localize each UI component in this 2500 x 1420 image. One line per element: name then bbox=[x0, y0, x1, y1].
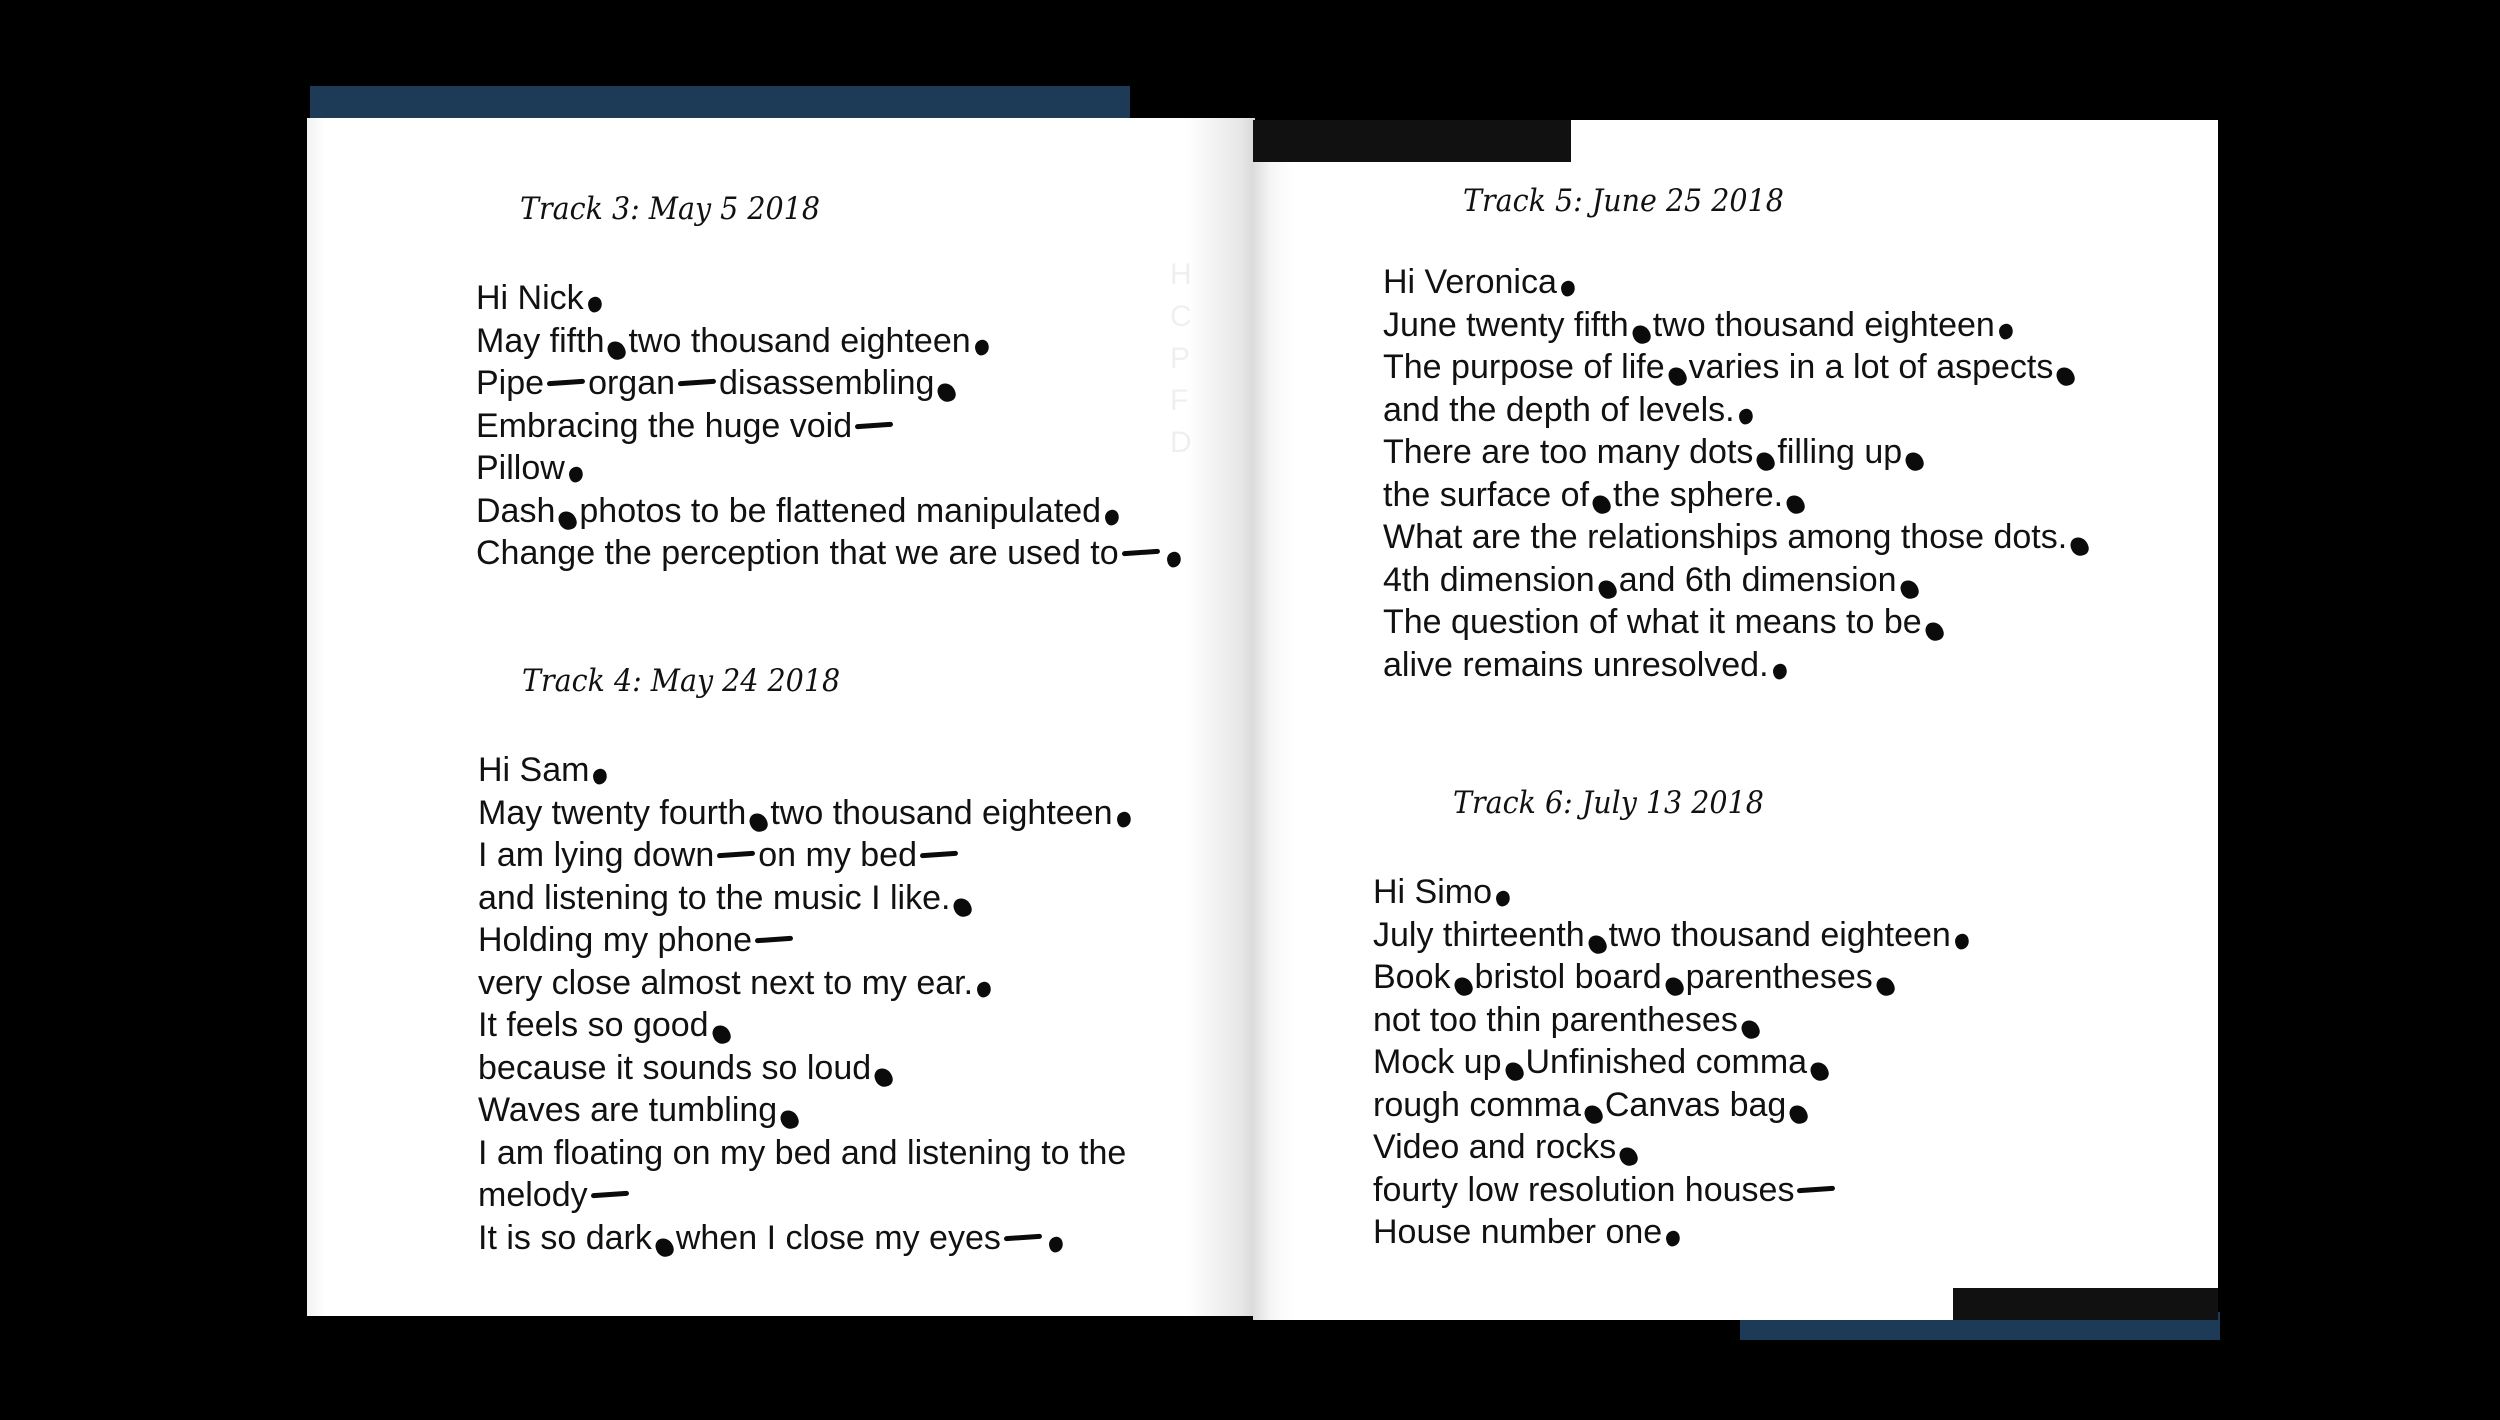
poem-line bbox=[478, 1089, 1134, 1132]
ink-dot-mark bbox=[1559, 279, 1577, 298]
ink-dot-mark bbox=[1997, 322, 2015, 341]
ink-dot-mark bbox=[778, 1108, 800, 1132]
line-text: Hi Sam bbox=[478, 751, 590, 789]
line-text: alive remains unresolved. bbox=[1383, 645, 1769, 684]
black-tape-top bbox=[1253, 120, 1571, 162]
ink-dot-mark bbox=[1808, 1060, 1830, 1084]
ink-dot-mark bbox=[973, 338, 991, 357]
ink-dot-mark bbox=[1663, 975, 1685, 999]
ink-dash-mark bbox=[855, 421, 893, 429]
poem-line bbox=[1373, 956, 1972, 999]
poem-line bbox=[478, 877, 1134, 920]
poem-line bbox=[478, 749, 1134, 792]
poem-line bbox=[1373, 1126, 1972, 1169]
ink-dash-mark bbox=[590, 1191, 628, 1199]
track-3-section bbox=[476, 191, 1184, 575]
poem-line bbox=[1383, 516, 2091, 559]
line-text: Dash bbox=[476, 491, 556, 530]
poem-line bbox=[1373, 1041, 1972, 1084]
poem-line bbox=[478, 1004, 1134, 1047]
poem-line bbox=[1383, 559, 2091, 602]
line-text: Mock up bbox=[1373, 1043, 1502, 1081]
track-6-title: Track 6: July 13 2018 bbox=[1453, 785, 1764, 821]
ink-dot-mark bbox=[1666, 365, 1688, 389]
ink-dot-mark bbox=[591, 767, 609, 786]
poem-line bbox=[478, 1047, 1134, 1090]
line-text: June twenty fifth bbox=[1383, 305, 1629, 344]
line-text: What are the relationships among those dots. bbox=[1383, 518, 2068, 556]
track-3-lines bbox=[476, 277, 1184, 575]
poem-line bbox=[1383, 304, 2091, 347]
poem-line bbox=[1373, 871, 1972, 914]
line-text: parentheses bbox=[1685, 958, 1873, 996]
track-5-title: Track 5: June 25 2018 bbox=[1463, 183, 1784, 219]
ink-dot-mark bbox=[1788, 1102, 1810, 1126]
ink-dot-mark bbox=[1755, 450, 1777, 474]
line-text: on my bed bbox=[758, 836, 917, 874]
line-text: The purpose of life bbox=[1383, 348, 1665, 386]
line-text: melody bbox=[478, 1176, 588, 1214]
track-6-lines bbox=[1373, 871, 1972, 1254]
ink-dash-mark bbox=[755, 936, 793, 944]
poem-line bbox=[1383, 474, 2091, 517]
ink-dot-mark bbox=[936, 381, 958, 405]
ink-dot-mark bbox=[748, 810, 770, 834]
poem-line bbox=[1373, 999, 1972, 1042]
ink-dot-mark bbox=[1630, 322, 1652, 346]
black-tape-bottom bbox=[1953, 1288, 2218, 1320]
line-text: Change the perception that we are used to bbox=[476, 534, 1119, 572]
poem-line bbox=[478, 919, 1134, 962]
poem-line bbox=[476, 490, 1184, 533]
ink-dot-mark bbox=[1586, 932, 1608, 956]
ink-dot-mark bbox=[1114, 810, 1132, 829]
ink-dot-mark bbox=[1503, 1060, 1525, 1084]
track-4-title: Track 4: May 24 2018 bbox=[522, 663, 841, 699]
ink-dot-mark bbox=[1582, 1102, 1604, 1126]
ink-dot-mark bbox=[952, 895, 974, 919]
poem-line bbox=[476, 405, 1184, 448]
line-text: May fifth bbox=[476, 321, 605, 360]
ink-dot-mark bbox=[1903, 450, 1925, 474]
ink-dash-mark bbox=[678, 379, 716, 387]
line-text: Pipe bbox=[476, 364, 545, 402]
ink-dot-mark bbox=[1739, 1017, 1761, 1041]
ink-dash-mark bbox=[1122, 549, 1160, 557]
line-text: Hi Veronica bbox=[1383, 263, 1557, 301]
poem-line bbox=[476, 320, 1184, 363]
poem-line bbox=[1383, 644, 2091, 687]
ink-dot-mark bbox=[1103, 508, 1121, 527]
line-text: Canvas bag bbox=[1604, 1085, 1787, 1124]
line-text: bristol board bbox=[1474, 958, 1662, 996]
poem-line bbox=[1383, 601, 2091, 644]
ink-dot-mark bbox=[1664, 1229, 1682, 1248]
line-text: fourty low resolution houses bbox=[1373, 1170, 1795, 1209]
ink-dot-mark bbox=[557, 508, 579, 532]
line-text: Hi Nick bbox=[476, 279, 584, 317]
line-text: two thousand eighteen bbox=[628, 321, 971, 360]
poem-line bbox=[478, 1132, 1134, 1175]
ink-dot-mark bbox=[975, 980, 993, 999]
line-text: not too thin parentheses bbox=[1373, 1000, 1738, 1039]
poem-line bbox=[476, 532, 1184, 575]
ink-dot-mark bbox=[1770, 662, 1788, 681]
line-text: Book bbox=[1373, 958, 1451, 996]
ink-dot-mark bbox=[1736, 407, 1754, 426]
line-text: varies in a lot of aspects bbox=[1688, 348, 2054, 386]
line-text: the surface of bbox=[1383, 475, 1590, 514]
track-5-lines bbox=[1383, 261, 2091, 686]
poem-line bbox=[476, 277, 1184, 320]
ink-dot-mark bbox=[653, 1235, 675, 1259]
poem-line bbox=[1373, 1211, 1972, 1254]
line-text: Pillow bbox=[476, 449, 565, 487]
line-text: two thousand eighteen bbox=[770, 793, 1113, 832]
poem-line bbox=[1383, 261, 2091, 304]
line-text: Holding my phone bbox=[478, 921, 753, 959]
line-text: very close almost next to my ear. bbox=[478, 963, 974, 1002]
ink-dot-mark bbox=[1898, 577, 1920, 601]
line-text: photos to be flattened manipulated bbox=[579, 491, 1102, 530]
poem-line bbox=[1373, 1169, 1972, 1212]
track-4-lines bbox=[478, 749, 1134, 1259]
line-text: Embracing the huge void bbox=[476, 406, 853, 445]
line-text: Hi Simo bbox=[1373, 873, 1493, 911]
poem-line bbox=[476, 447, 1184, 490]
ink-dot-mark bbox=[1784, 492, 1806, 516]
line-text: Unfinished comma bbox=[1525, 1043, 1808, 1081]
ink-dot-mark bbox=[1874, 975, 1896, 999]
ink-dot-mark bbox=[1923, 620, 1945, 644]
line-text: two thousand eighteen bbox=[1652, 305, 1995, 344]
line-text: rough comma bbox=[1373, 1085, 1581, 1124]
line-text: two thousand eighteen bbox=[1608, 915, 1951, 954]
poem-line bbox=[1373, 1084, 1972, 1127]
poem-line bbox=[1383, 431, 2091, 474]
track-3-title: Track 3: May 5 2018 bbox=[520, 191, 820, 227]
ink-dot-mark bbox=[2055, 365, 2077, 389]
line-text: and the depth of levels. bbox=[1383, 390, 1735, 429]
ink-dot-mark bbox=[710, 1023, 732, 1047]
ink-dash-mark bbox=[1797, 1185, 1835, 1193]
line-text: July thirteenth bbox=[1373, 915, 1585, 954]
ink-dot-mark bbox=[1953, 932, 1971, 951]
poem-line bbox=[478, 1217, 1134, 1260]
line-text: It is so dark bbox=[478, 1218, 652, 1257]
ink-dot-mark bbox=[872, 1065, 894, 1089]
poem-line bbox=[478, 792, 1134, 835]
line-text: May twenty fourth bbox=[478, 793, 747, 832]
ink-dot-mark bbox=[1590, 492, 1612, 516]
line-text: House number one bbox=[1373, 1213, 1663, 1251]
left-page bbox=[307, 118, 1255, 1316]
poem-line bbox=[1383, 346, 2091, 389]
line-text: and 6th dimension bbox=[1618, 560, 1897, 599]
line-text: and listening to the music I like. bbox=[478, 878, 951, 917]
ink-dot-mark bbox=[606, 338, 628, 362]
poem-line bbox=[478, 962, 1134, 1005]
ink-dot-mark bbox=[567, 465, 585, 484]
ink-dash-mark bbox=[547, 379, 585, 387]
right-page bbox=[1253, 120, 2218, 1320]
line-text: Waves are tumbling bbox=[478, 1091, 778, 1129]
ink-dash-mark bbox=[1004, 1233, 1042, 1241]
poem-line bbox=[478, 834, 1134, 877]
poem-line bbox=[476, 362, 1184, 405]
ink-dot-mark bbox=[1596, 577, 1618, 601]
ink-dash-mark bbox=[717, 851, 755, 859]
line-text: The question of what it means to be bbox=[1383, 603, 1922, 641]
poem-line bbox=[1373, 914, 1972, 957]
line-text: I am lying down bbox=[478, 836, 715, 874]
track-5-section bbox=[1383, 183, 2091, 686]
ink-dot-mark bbox=[1452, 975, 1474, 999]
line-text: disassembling bbox=[719, 364, 935, 402]
book-cover-edge-top-left bbox=[310, 86, 1130, 118]
line-text: the sphere. bbox=[1613, 475, 1784, 514]
ink-dot-mark bbox=[586, 295, 604, 314]
line-text: It feels so good bbox=[478, 1006, 709, 1044]
ink-dot-mark bbox=[1047, 1235, 1065, 1254]
ink-dot-mark bbox=[1165, 550, 1183, 569]
line-text: Video and rocks bbox=[1373, 1128, 1617, 1166]
line-text: I am floating on my bed and listening to the bbox=[478, 1133, 1127, 1172]
track-6-section bbox=[1373, 785, 1972, 1254]
poem-line bbox=[478, 1174, 1134, 1217]
ink-dot-mark bbox=[1617, 1145, 1639, 1169]
track-4-section bbox=[478, 663, 1134, 1259]
line-text: There are too many dots bbox=[1383, 433, 1754, 471]
ink-dot-mark bbox=[1494, 889, 1512, 908]
poem-line bbox=[1383, 389, 2091, 432]
line-text: organ bbox=[588, 364, 676, 402]
line-text: 4th dimension bbox=[1383, 560, 1595, 599]
ink-dash-mark bbox=[920, 851, 958, 859]
ink-dot-mark bbox=[2068, 535, 2090, 559]
line-text: because it sounds so loud bbox=[478, 1048, 872, 1087]
line-text: when I close my eyes bbox=[675, 1218, 1001, 1257]
show-through-text: H C P F D bbox=[1170, 258, 1192, 459]
line-text: filling up bbox=[1777, 433, 1903, 471]
